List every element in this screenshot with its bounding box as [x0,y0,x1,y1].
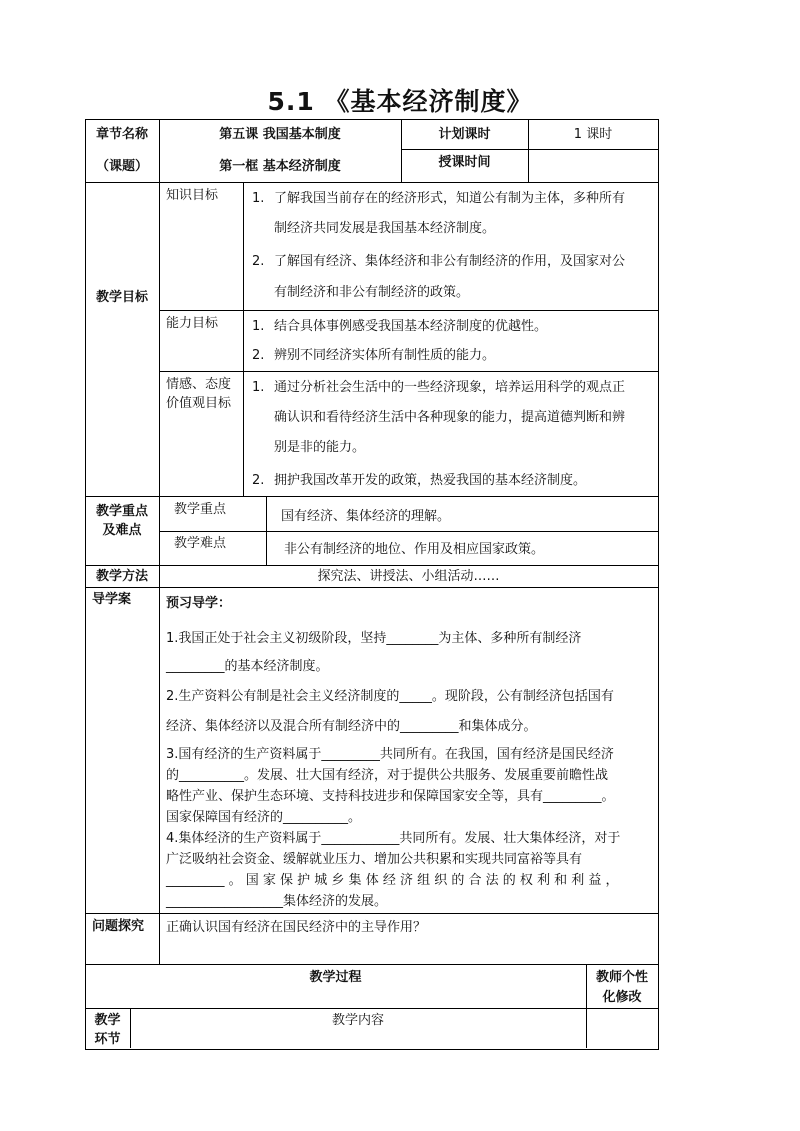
knowledge-goal-label: 知识目标 [166,188,219,203]
teaching-content-label: 教学内容 [331,1013,384,1028]
question-1-line: _________的基本经济制度。 [166,659,329,674]
row-divider [85,913,658,914]
row-divider [85,587,658,588]
objectives-label: 教学目标 [95,290,148,305]
question-4-line: __________________集体经济的发展。 [166,894,388,909]
item-text: 拥护我国改革开发的政策，热爱我国的基本经济制度。 [274,473,587,488]
col-divider [159,119,160,964]
emotion-item-1-cont: 别是非的能力。 [274,440,366,455]
row-divider [159,531,658,532]
inquiry-label: 问题探究 [92,919,145,934]
teaching-difficulty-label: 教学难点 [174,536,227,551]
topic-label: （课题） [95,159,148,174]
emotion-item-1-cont: 确认识和看待经济生活中各种现象的能力，提高道德判断和辨 [274,410,626,425]
item-text: 结合具体事例感受我国基本经济制度的优越性。 [274,319,548,334]
knowledge-item-1-cont: 制经济共同发展是我国基本经济制度。 [274,221,496,236]
item-number: 1. [252,319,265,334]
question-2-line: 经济、集体经济以及混合所有制经济中的_________和集体成分。 [166,719,537,734]
teaching-focus-text: 国有经济、集体经济的理解。 [281,509,451,524]
question-1-line: 1.我国正处于社会主义初级阶段，坚持________为主体、多种所有制经济 [166,631,582,646]
lesson-name: 第五课 我国基本制度 [219,127,341,142]
row-divider [159,371,658,372]
row-divider [85,565,658,566]
teaching-stage-label-2: 环节 [94,1032,121,1047]
row-divider [85,182,658,183]
methods-text: 探究法、讲授法、小组活动…… [317,569,500,584]
section-name: 第一框 基本经济制度 [219,159,341,174]
teacher-modification-label-2: 化修改 [602,990,642,1005]
guide-label: 导学案 [92,592,132,607]
knowledge-item-1 [252,189,625,208]
key-points-label-1: 教学重点 [95,504,148,519]
plan-hours-value: 1 课时 [573,127,613,142]
key-points-label-2: 及难点 [102,523,142,538]
item-text: 通过分析社会生活中的一些经济现象，培养运用科学的观点正 [274,380,626,395]
question-3-line: 的__________。发展、壮大国有经济，对于提供公共服务、发展重要前瞻性战 [166,768,609,783]
teaching-difficulty-text: 非公有制经济的地位、作用及相应国家政策。 [284,542,545,557]
item-text: 了解国有经济、集体经济和非公有制经济的作用，及国家对公 [274,254,626,269]
methods-label: 教学方法 [95,569,148,584]
question-4-line: 4.集体经济的生产资料属于____________共同所有。发展、壮大集体经济，对于 [166,831,621,846]
item-number: 2. [252,254,265,269]
row-divider [159,310,658,311]
row-divider [85,496,658,497]
question-3-line: 略性产业、保护生态环境、支持科技进步和保障国家安全等，具有_________。 [166,789,615,804]
document-title: 5.1 《基本经济制度》 [267,87,533,116]
emotion-goal-label-1: 情感、态度 [166,377,232,392]
ability-item-1 [252,317,547,336]
col-divider [243,182,244,496]
preview-heading: 预习导学： [166,596,232,611]
row-divider [401,149,658,150]
teacher-modification-label-1: 教师个性 [595,970,648,985]
chapter-name-label: 章节名称 [95,127,148,142]
emotion-goal-label-2: 价值观目标 [166,396,232,411]
question-4-line: _________ 。 国 家 保 护 城 乡 集 体 经 济 组 织 的 合 法 的 权 利 和 利 益 ， [166,873,619,888]
teaching-stage-label-1: 教学 [94,1013,121,1028]
question-3-line: 国家保障国有经济的__________。 [166,810,362,825]
row-divider [85,964,658,965]
plan-hours-label: 计划课时 [438,127,491,142]
item-number: 2. [252,473,265,488]
knowledge-item-2-cont: 有制经济和非公有制经济的政策。 [274,285,470,300]
ability-item-2 [252,346,495,365]
col-divider [266,496,267,565]
item-text: 了解我国当前存在的经济形式，知道公有制为主体，多种所有 [274,191,626,206]
teaching-focus-label: 教学重点 [174,502,227,517]
inquiry-text: 正确认识国有经济在国民经济中的主导作用？ [166,920,427,935]
item-number: 1. [252,380,265,395]
item-number: 2. [252,348,265,363]
ability-goal-label: 能力目标 [166,316,219,331]
process-title: 教学过程 [309,970,362,985]
item-text: 辨别不同经济实体所有制性质的能力。 [274,348,496,363]
question-2-line: 2.生产资料公有制是社会主义经济制度的_____。现阶段，公有制经济包括国有 [166,689,614,704]
row-divider [85,1008,658,1009]
teach-time-label: 授课时间 [438,155,491,170]
question-4-line: 广泛吸纳社会资金、缓解就业压力、增加公共积累和实现共同富裕等具有 [166,852,583,867]
knowledge-item-2 [252,252,625,271]
question-3-line: 3.国有经济的生产资料属于_________共同所有。在我国，国有经济是国民经济 [166,747,614,762]
emotion-item-2 [252,471,586,490]
emotion-item-1 [252,378,625,397]
item-number: 1. [252,191,265,206]
